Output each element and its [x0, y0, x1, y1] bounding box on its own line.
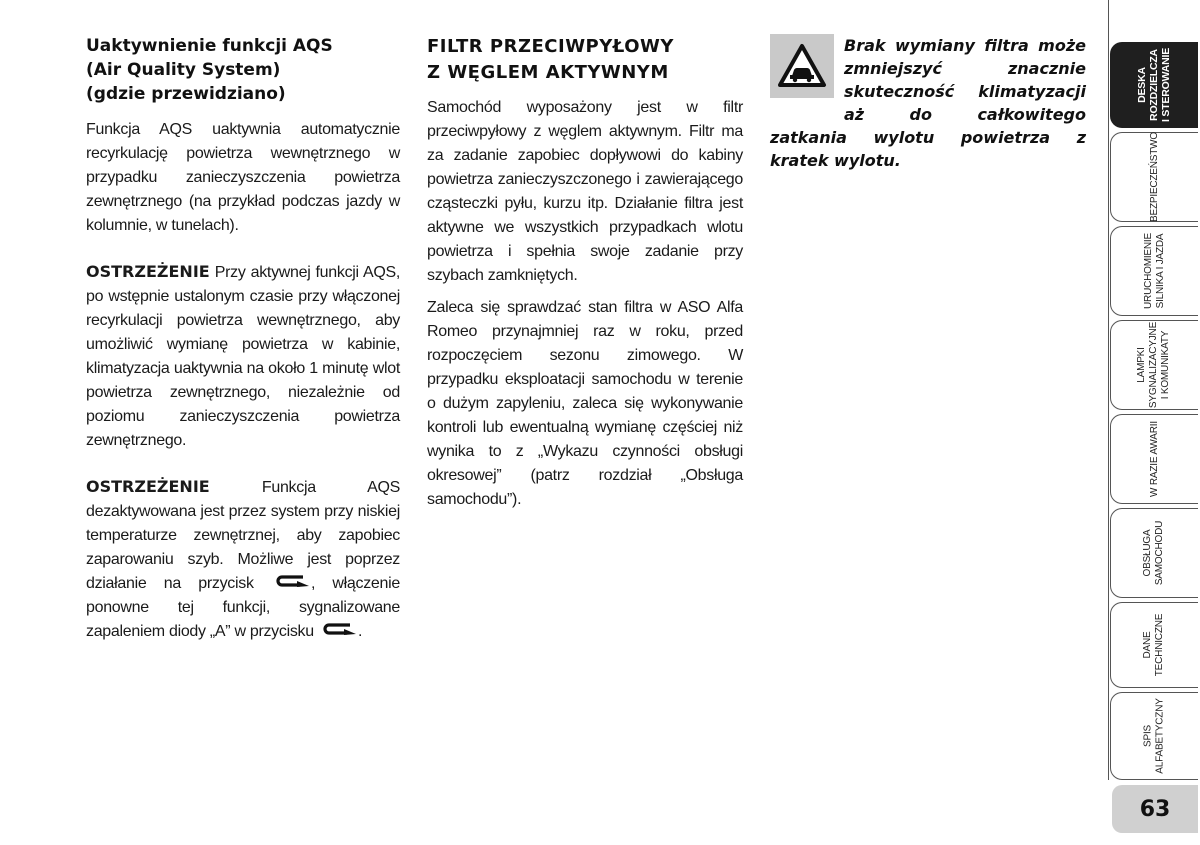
- warning-keyword: OSTRZEŻENIE: [86, 477, 210, 496]
- tab-obsluga[interactable]: OBSŁUGA SAMOCHODU: [1110, 508, 1198, 598]
- aqs-heading-line-3: (gdzie przewidziano): [86, 84, 286, 104]
- aqs-heading: [86, 34, 400, 106]
- filter-description: Samochód wyposażony jest w filtr przeciwpyłowy z węglem aktywnym. Filtr ma za zadanie zapobiec dopływowi do kabiny powietrza zanieczyszczonego i zawierającego cząsteczki pyłu, kurzu itp. Działanie filtra jest aktywne we wszystkich przypadkach wlotu powietrza i spełnia swoje zadanie przy szybach zamkniętych.: [427, 99, 743, 284]
- filter-heading-line-2: Z WĘGLEM AKTYWNYM: [427, 62, 669, 83]
- tab-spis-alfabetyczny[interactable]: SPIS ALFABETYCZNY: [1110, 692, 1198, 780]
- tab-dane-techniczne[interactable]: DANE TECHNICZNE: [1110, 602, 1198, 688]
- tab-bezpieczenstwo[interactable]: BEZPIECZEŃSTWO: [1110, 132, 1198, 222]
- tab-rail: [1108, 0, 1109, 780]
- warning-2-text-a: Funkcja AQS dezaktywowana jest przez system przy niskiej temperaturze zewnętrznej, aby zapobiec zaparowaniu szyb. Możliwe jest poprzez działanie na przycisk: [86, 479, 400, 593]
- aqs-warning-2: [86, 475, 400, 644]
- warning-2-text-c: .: [357, 623, 363, 641]
- filter-heading-line-1: FILTR PRZECIWPYŁOWY: [427, 36, 674, 57]
- filter-maintenance: Zaleca się sprawdzać stan filtra w ASO Alfa Romeo przynajmniej raz w roku, przed rozpoczęciem sezonu zimowego. W przypadku eksploatacji samochodu w terenie o dużym zapyleniu, zaleca się wykonywanie kontroli lub ewentualną wymianę częściej niż wynika to z „Wykazu czynności obsługi okresowej” (patrz rozdział „Obsługa samochodu”).: [427, 299, 743, 508]
- aqs-heading-line-1: Uaktywnienie funkcji AQS: [86, 36, 333, 56]
- column-filter: [427, 34, 743, 520]
- recirculation-icon: [273, 572, 309, 596]
- column-aqs: [86, 34, 400, 666]
- filter-warning-text: Brak wymiany filtra może zmniejszyć znacznie skuteczność klimatyzacji aż do całkowitego zatkania wylotu powietrza z kratek wylotu.: [770, 36, 1086, 170]
- tab-lampki[interactable]: LAMPKI SYGNALIZACYJNE I KOMUNIKATY: [1110, 320, 1198, 410]
- warning-1-text: Przy aktywnej funkcji AQS, po wstępnie ustalonym czasie przy włączonej recyrkulacji powietrza wewnętrznego, aby umożliwić wymianę powietrza w kabinie, klimatyzacja uaktywnia na około 1 minutę wlot powietrza zewnętrznego, niezależnie od poziomu zanieczyszczenia powietrza zewnętrznego.: [86, 264, 400, 449]
- column-warning: [770, 34, 1086, 172]
- aqs-description: Funkcja AQS uaktywnia automatycznie recyrkulację powietrza wewnętrznego w przypadku zanieczyszczenia powietrza zewnętrznego (na przykład podczas jazdy w kolumnie, w tunelach).: [86, 121, 400, 234]
- aqs-heading-line-2: (Air Quality System): [86, 60, 281, 80]
- warning-2-text-b: , włączenie ponowne tej funkcji, sygnalizowane zapaleniem diody „A” w przycisku: [86, 575, 400, 641]
- recirculation-icon: [320, 620, 356, 644]
- tab-w-razie-awarii[interactable]: W RAZIE AWARII: [1110, 414, 1198, 504]
- filter-heading: [427, 34, 743, 86]
- page-number: 63: [1112, 785, 1198, 833]
- filter-warning-block: [770, 34, 1086, 172]
- warning-keyword: OSTRZEŻENIE: [86, 262, 210, 281]
- aqs-warning-1: [86, 260, 400, 453]
- tab-deska-rozdzielcza[interactable]: DESKA ROZDZIELCZA I STEROWANIE: [1110, 42, 1198, 128]
- car-warning-triangle-icon: [770, 34, 834, 98]
- tab-uruchomienie[interactable]: URUCHOMIENIE SILNIKA I JAZDA: [1110, 226, 1198, 316]
